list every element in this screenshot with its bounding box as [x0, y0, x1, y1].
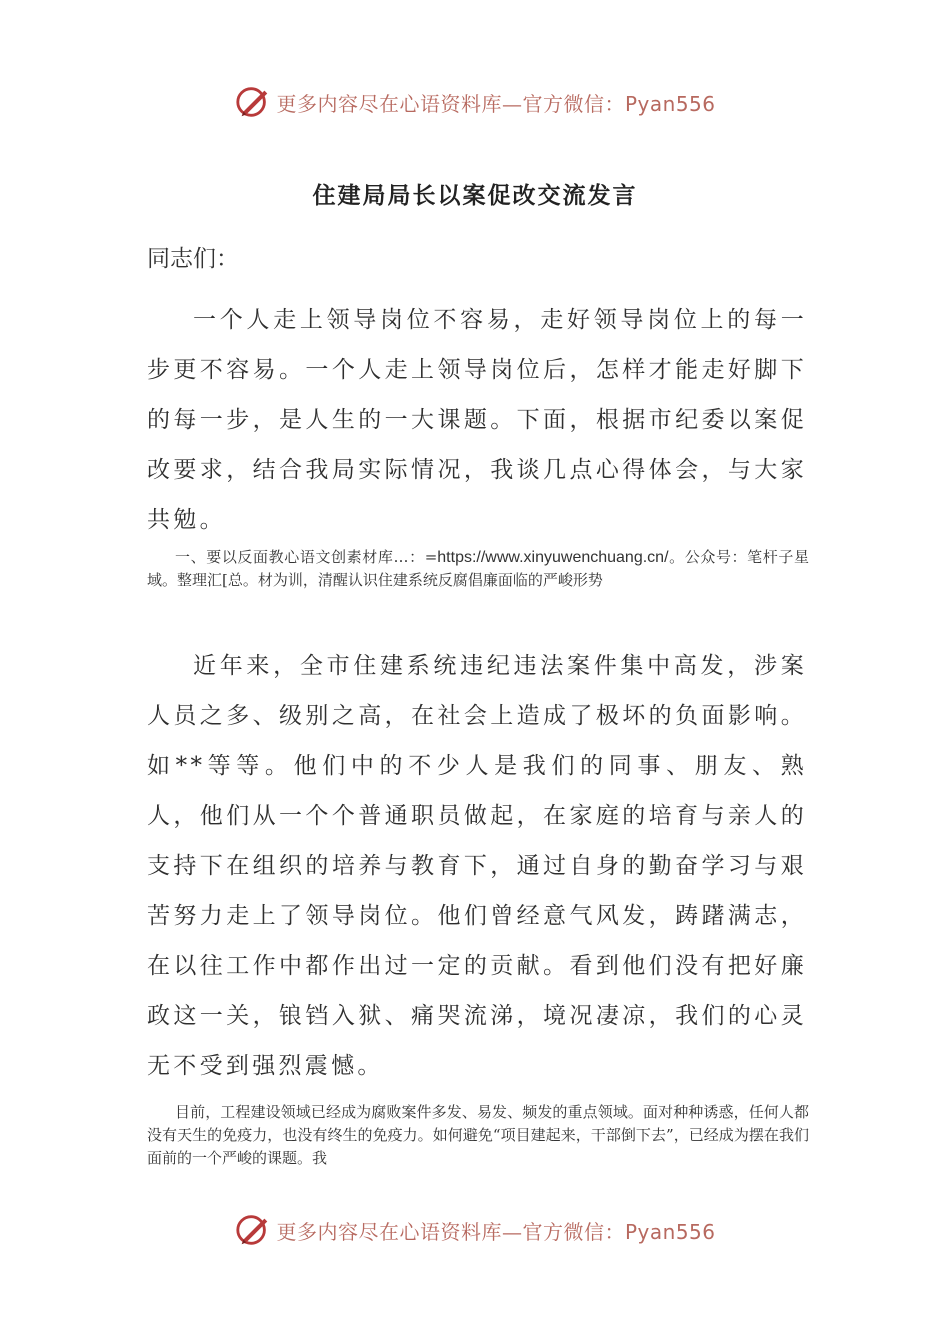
paragraph-current-situation: 目前，工程建设领域已经成为腐败案件多发、易发、频发的重点领域。面对种种诱惑，任何人都没有天生的免疫力，也没有终生的免疫力。如何避免“项目建起来，干部倒下去”，已经成为摆在我们面前的一个严峻的课题。我	[147, 1103, 809, 1167]
footer-watermark-banner	[0, 1208, 950, 1252]
section-heading-1: 一、要以反面教心语文创素材库…：=https://www.xinyuwenchuang.cn/。公众号：笔杆子星域。整理汇[总。材为训，清醒认识住建系统反腐倡廉面临的严峻形势	[147, 548, 809, 589]
wechat-id: Pyan556	[624, 1219, 716, 1244]
paragraph-intro: 一个人走上领导岗位不容易，走好领导岗位上的每一步更不容易。一个人走上领导岗位后，怎样才能走好脚下的每一步，是人生的一大课题。下面，根据市纪委以案促改要求，结合我局实际情况，我谈几点心得体会，与大家共勉。	[147, 307, 807, 533]
pen-logo-icon	[234, 83, 272, 121]
wechat-id: Pyan556	[624, 91, 716, 116]
pen-logo-icon	[234, 1211, 272, 1249]
banner-text: 更多内容尽在心语资料库—官方微信：Pyan556	[276, 91, 716, 116]
header-watermark-banner	[0, 80, 950, 124]
source-url: https://www.xinyuwenchuang.cn/	[437, 549, 669, 566]
document-title: 住建局局长以案促改交流发言	[312, 182, 638, 209]
paragraph-cases: 近年来，全市住建系统违纪违法案件集中高发，涉案人员之多、级别之高，在社会上造成了极坏的负面影响。如**等等。他们中的不少人是我们的同事、朋友、熟人，他们从一个个普通职员做起，在家庭的培育与亲人的支持下在组织的培养与教育下，通过自身的勤奋学习与艰苦努力走上了领导岗位。他们曾经意气风发，踌躇满志，在以往工作中都作出过一定的贡献。看到他们没有把好廉政这一关，锒铛入狱、痛哭流涕，境况凄凉，我们的心灵无不受到强烈震憾。	[147, 653, 807, 1079]
banner-text: 更多内容尽在心语资料库—官方微信：Pyan556	[276, 1219, 716, 1244]
greeting: 同志们：	[147, 246, 239, 272]
